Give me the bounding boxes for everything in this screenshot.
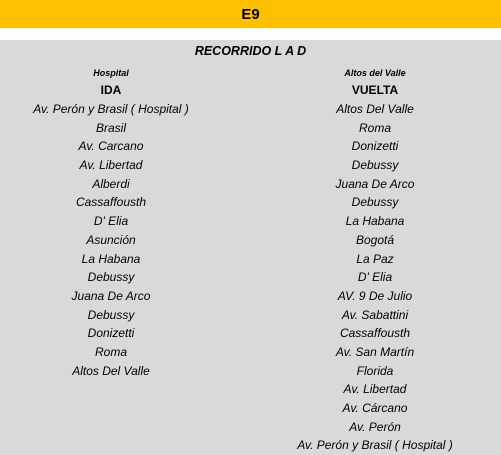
outbound-stop: Roma: [94, 344, 127, 359]
inbound-stop: La Habana: [345, 214, 405, 229]
route-code-header: [0, 0, 501, 28]
outbound-stop: Brasil: [95, 120, 126, 135]
outbound-stop: Cassaffousth: [75, 195, 147, 210]
inbound-direction: VUELTA: [351, 83, 399, 97]
inbound-stop: Av. Cárcano: [342, 401, 408, 415]
outbound-stop: Altos Del Valle: [72, 363, 150, 378]
outbound-stop: Juana De Arco: [71, 288, 151, 303]
inbound-stop: Florida: [356, 363, 394, 378]
inbound-stop: Av. Sabattini: [341, 307, 409, 322]
outbound-stop: Donizetti: [87, 326, 135, 341]
inbound-stop: Cassaffousth: [339, 326, 411, 341]
outbound-origin: Hospital: [93, 68, 129, 78]
inbound-stop: Juana De Arco: [335, 176, 415, 191]
outbound-stop: D' Elia: [93, 214, 129, 229]
inbound-stop: D' Elia: [357, 270, 393, 285]
outbound-stop: Av. Libertad: [79, 158, 143, 173]
outbound-stop: Debussy: [87, 270, 135, 285]
inbound-stop: La Paz: [356, 251, 394, 266]
inbound-stop: Bogotá: [355, 232, 395, 247]
inbound-stop: Donizetti: [351, 139, 399, 154]
inbound-stop: Av. Perón y Brasil ( Hospital ): [297, 438, 453, 453]
inbound-stop: Roma: [358, 120, 391, 135]
inbound-stop: Av. San Martín: [335, 344, 415, 359]
inbound-stop: Altos Del Valle: [336, 102, 414, 116]
outbound-stop: Asunción: [86, 232, 136, 247]
inbound-stop: Av. Libertad: [343, 382, 407, 397]
route-title: RECORRIDO L A D: [194, 44, 307, 58]
inbound-stop-list: [250, 100, 500, 455]
outbound-direction: IDA: [100, 83, 122, 97]
outbound-stop: Av. Perón y Brasil ( Hospital ): [33, 102, 189, 116]
inbound-stop: AV. 9 De Julio: [337, 288, 413, 303]
route-code: E9: [241, 5, 260, 23]
inbound-stop: Debussy: [351, 195, 399, 210]
route-panel: [0, 40, 501, 455]
outbound-stop: Av. Carcano: [78, 139, 144, 154]
outbound-stop: Alberdi: [92, 176, 130, 191]
inbound-origin: Altos del Valle: [344, 68, 406, 78]
outbound-column: [0, 66, 222, 380]
outbound-stop: La Habana: [81, 251, 141, 266]
outbound-stop: Debussy: [87, 307, 135, 322]
outbound-stop-list: [0, 100, 222, 380]
inbound-stop: Debussy: [351, 158, 399, 173]
inbound-column: [250, 66, 500, 455]
inbound-stop: Av. Perón: [349, 419, 401, 434]
